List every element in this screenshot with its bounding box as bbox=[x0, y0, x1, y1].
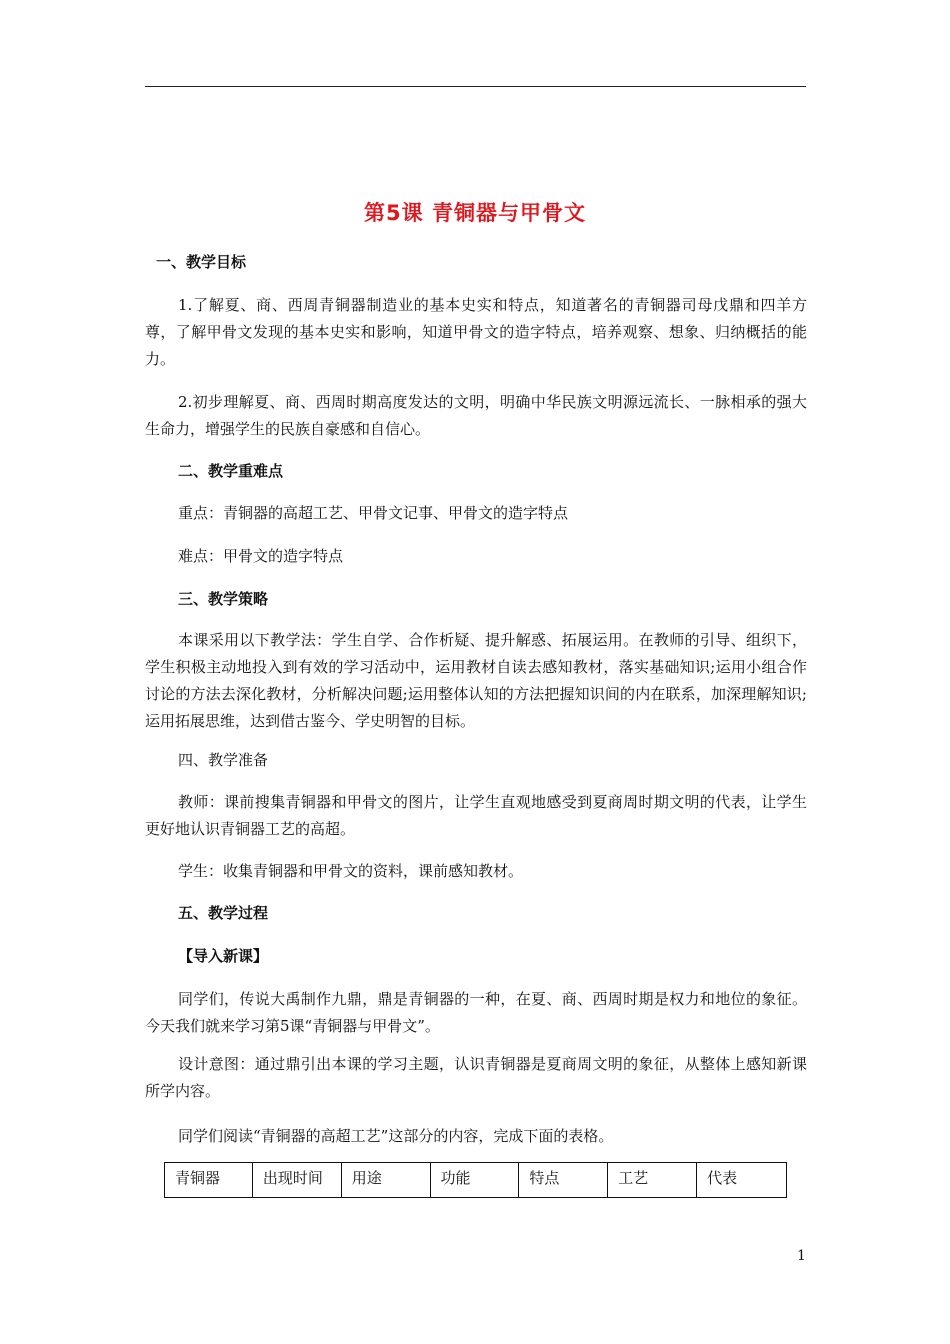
table-header-cell: 青铜器 bbox=[165, 1163, 253, 1198]
student-preparation: 学生：收集青铜器和甲骨文的资料，课前感知教材。 bbox=[178, 862, 524, 880]
table-header-cell: 特点 bbox=[519, 1163, 608, 1198]
strategy-paragraph: 本课采用以下教学法：学生自学、合作析疑、提升解惑、拓展运用。在教师的引导、组织下，学生积极主动地投入到有效的学习活动中，运用教材自读去感知教材，落实基础知识;运用小组合作讨论的方法去深化教材，分析解决问题;运用整体认知的方法把握知识间的内在联系，加深理解知识;运用拓展思维，达到借古鉴今、学史明智的目标。 bbox=[145, 631, 807, 730]
page-number: 1 bbox=[797, 1248, 806, 1264]
reading-task-text: 同学们阅读“青铜器的高超工艺”这部分的内容，完成下面的表格。 bbox=[178, 1127, 614, 1145]
section-heading-process: 五、教学过程 bbox=[178, 904, 269, 922]
table-header-cell: 用途 bbox=[341, 1163, 430, 1198]
table-header-cell: 出现时间 bbox=[252, 1163, 341, 1198]
section-heading-strategy: 三、教学策略 bbox=[178, 590, 269, 608]
section-heading-key-points: 二、教学重难点 bbox=[178, 462, 284, 480]
intro-paragraph: 同学们，传说大禹制作九鼎，鼎是青铜器的一种，在夏、商、西周时期是权力和地位的象征。今天我们就来学习第5课“青铜器与甲骨文”。 bbox=[145, 990, 807, 1035]
section-heading-goals: 一、教学目标 bbox=[156, 253, 247, 271]
page-title: 第5课 青铜器与甲骨文 bbox=[364, 201, 586, 225]
header-rule bbox=[145, 86, 806, 87]
goal-paragraph-2: 2.初步理解夏、商、西周时期高度发达的文明，明确中华民族文明源远流长、一脉相承的强大生命力，增强学生的民族自豪感和自信心。 bbox=[145, 393, 807, 438]
table-row bbox=[165, 1163, 787, 1198]
table-header-cell: 代表 bbox=[697, 1163, 787, 1198]
focus-text: 重点：青铜器的高超工艺、甲骨文记事、甲骨文的造字特点 bbox=[178, 504, 569, 522]
goal-paragraph-1: 1.了解夏、商、西周青铜器制造业的基本史实和特点，知道著名的青铜器司母戊鼎和四羊方尊，了解甲骨文发现的基本史实和影响，知道甲骨文的造字特点，培养观察、想象、归纳概括的能力。 bbox=[145, 296, 807, 368]
intro-heading: 【导入新课】 bbox=[178, 947, 269, 965]
design-intent-paragraph: 设计意图：通过鼎引出本课的学习主题，认识青铜器是夏商周文明的象征，从整体上感知新课所学内容。 bbox=[145, 1055, 807, 1100]
table-header-cell: 功能 bbox=[430, 1163, 519, 1198]
table-header-cell: 工艺 bbox=[608, 1163, 697, 1198]
section-heading-preparation: 四、教学准备 bbox=[178, 751, 269, 769]
teacher-preparation: 教师：课前搜集青铜器和甲骨文的图片，让学生直观地感受到夏商周时期文明的代表，让学生更好地认识青铜器工艺的高超。 bbox=[145, 793, 807, 838]
difficulty-text: 难点：甲骨文的造字特点 bbox=[178, 547, 344, 565]
bronze-table bbox=[164, 1162, 787, 1198]
